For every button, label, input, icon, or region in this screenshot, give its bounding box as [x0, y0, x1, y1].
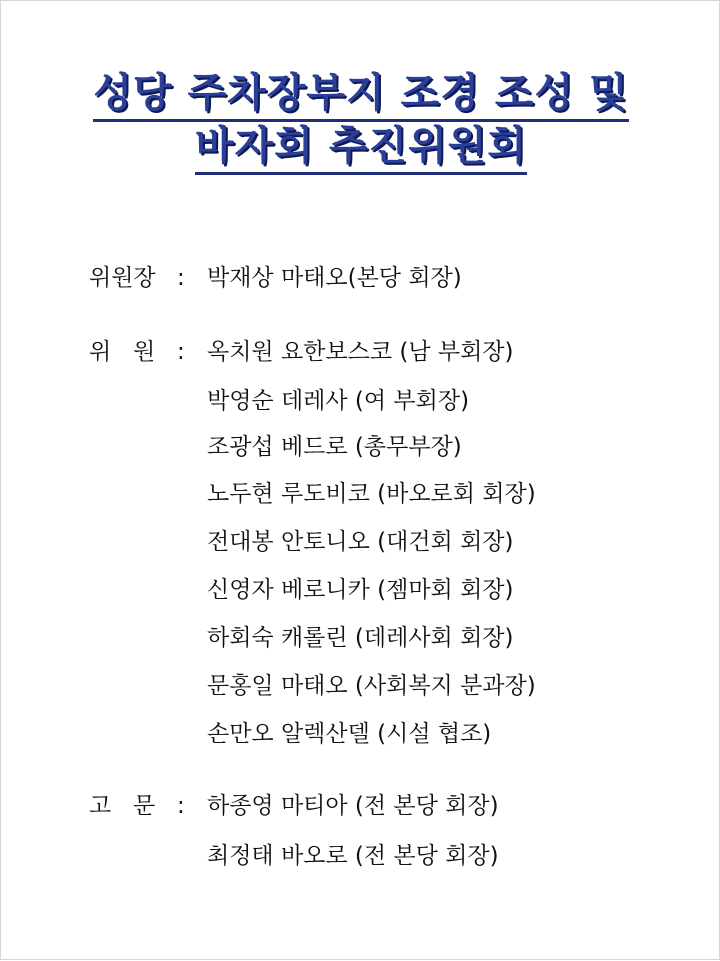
- advisor-member: 하종영 마티아 (전 본당 회장): [207, 793, 499, 819]
- committee-member: 옥치원 요한보스코 (남 부회장): [207, 339, 514, 365]
- committee-member: 조광섭 베드로 (총무부장): [207, 434, 462, 460]
- title-line-2: 바자회 추진위원회: [195, 122, 527, 175]
- committee-roster: [1, 1, 720, 961]
- chair-colon: :: [177, 265, 185, 291]
- committee-member: 문홍일 마태오 (사회복지 분과장): [207, 673, 536, 699]
- title-line-1: 성당 주차장부지 조경 조성 및: [93, 69, 628, 122]
- committee-role-label-a: 위: [89, 339, 112, 365]
- committee-colon: :: [177, 339, 185, 365]
- advisor-colon: :: [177, 793, 185, 819]
- chair-member: 박재상 마태오(본당 회장): [207, 265, 462, 291]
- advisor-member: 최정태 바오로 (전 본당 회장): [207, 843, 499, 869]
- committee-member: 신영자 베로니카 (젬마회 회장): [207, 577, 514, 603]
- committee-member: 손만오 알렉산델 (시설 협조): [207, 721, 492, 747]
- committee-member: 전대봉 안토니오 (대건회 회장): [207, 529, 514, 555]
- advisor-role-label-a: 고: [89, 793, 112, 819]
- committee-member: 노두현 루도비코 (바오로회 회장): [207, 481, 536, 507]
- chair-role-label: 위원장: [89, 265, 156, 291]
- advisor-role-label-b: 문: [133, 793, 156, 819]
- committee-member: 하회숙 캐롤린 (데레사회 회장): [207, 625, 514, 651]
- committee-role-label-b: 원: [133, 339, 156, 365]
- committee-member: 박영순 데레사 (여 부회장): [207, 388, 470, 414]
